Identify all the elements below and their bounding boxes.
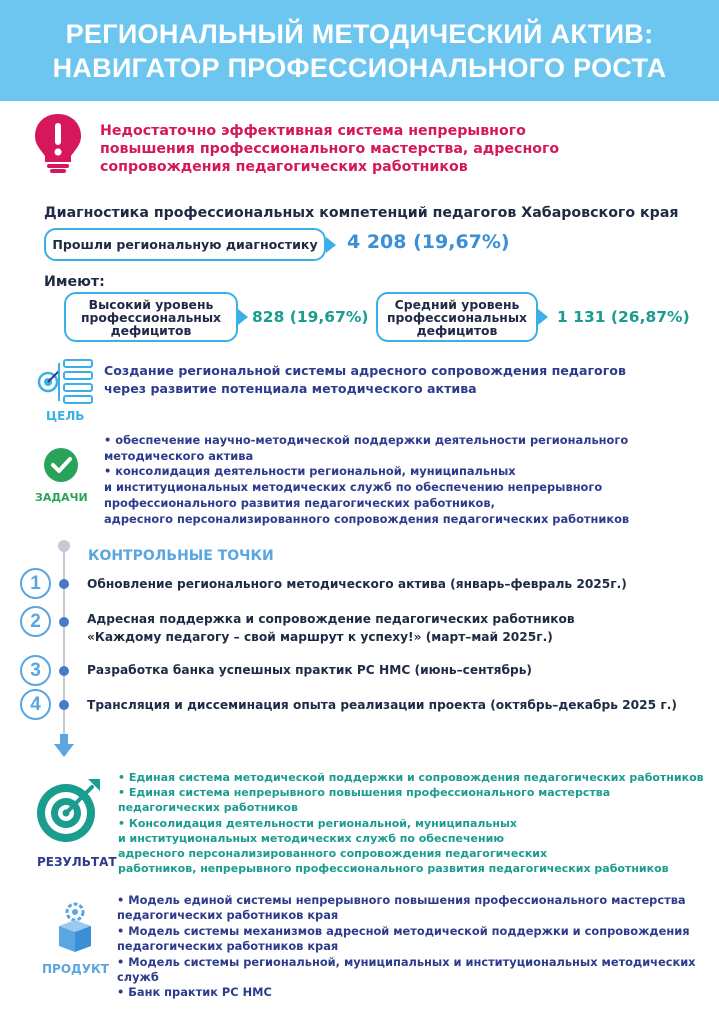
checkpoint-number: 4 [20, 689, 51, 720]
mid-deficit-label-line: профессиональных [386, 309, 528, 325]
mid-deficit-box [376, 292, 538, 342]
arrow-right-icon [326, 237, 336, 253]
result-line: • Единая система методической поддержки и сопровождения педагогических работников [118, 771, 704, 784]
result-line: • Консолидация деятельности региональной, муниципальных [118, 816, 518, 830]
result-line: работников, непрерывного профессионального развития педагогических работников [118, 862, 669, 876]
page-title-line-1: РЕГИОНАЛЬНЫЙ МЕТОДИЧЕСКИЙ АКТИВ: [65, 18, 654, 49]
result-line: педагогических работников [118, 801, 298, 815]
checkpoint-line: Адресная поддержка и сопровождение педагогических работников [87, 612, 575, 626]
product-line: педагогических работников края [117, 939, 339, 954]
product-line: служб [117, 970, 159, 985]
product-label: ПРОДУКТ [42, 962, 109, 976]
checkpoint-dot [59, 617, 69, 627]
checkpoint-dot [59, 666, 69, 676]
header-banner [0, 0, 719, 101]
arrow-right-icon [238, 309, 248, 325]
high-deficit-value: 828 (19,67%) [252, 308, 369, 326]
task-line: • обеспечение научно-методической поддержки деятельности регионального [104, 433, 629, 447]
goal-text [104, 362, 664, 398]
problem-line: Недостаточно эффективная система непрерывного [100, 123, 526, 139]
exclamation-bulb-icon [33, 112, 83, 174]
problem-line: повышения профессионального мастерства, адресного [100, 141, 560, 157]
problem-statement [100, 122, 580, 176]
product-line: • Банк практик РС НМС [117, 985, 272, 1000]
goal-label: ЦЕЛЬ [46, 409, 85, 423]
product-line: • Модель единой системы непрерывного повышения профессионального мастерства [117, 893, 686, 907]
passed-diagnostics-box [44, 228, 326, 261]
result-line: адресного персонализированного сопровождения педагогических [118, 847, 548, 861]
mid-deficit-label-line: дефицитов [416, 322, 498, 338]
checkpoint-line: «Каждому педагогу – свой маршрут к успеху!» (март–май 2025г.) [87, 630, 553, 644]
arrow-down-icon [54, 734, 74, 758]
high-deficit-label-line: дефицитов [110, 322, 192, 338]
checkpoint-number: 3 [20, 655, 51, 686]
target-arrow-icon [34, 775, 104, 845]
arrow-right-icon [538, 309, 548, 325]
checkpoint-number: 1 [20, 568, 51, 599]
checkpoint-number: 2 [20, 606, 51, 637]
check-circle-icon [43, 447, 79, 483]
timeline-start-dot [58, 540, 70, 552]
diagnostics-title: Диагностика профессиональных компетенций педагогов Хабаровского края [44, 205, 679, 221]
checkpoints-title: КОНТРОЛЬНЫЕ ТОЧКИ [88, 548, 274, 564]
problem-line: сопровождения педагогических работников [100, 159, 468, 175]
product-line: педагогических работников края [117, 908, 339, 923]
mid-deficit-label-line: Средний уровень [394, 296, 520, 312]
checkpoint-text [87, 696, 677, 714]
task-line: и институциональных методических служб по обеспечению непрерывного [104, 480, 603, 495]
goal-line: через развитие потенциала методического актива [104, 381, 477, 396]
gear-box-icon [55, 900, 95, 954]
high-deficit-label-line: Высокий уровень [88, 296, 214, 312]
product-line: • Модель системы механизмов адресной методической поддержки и сопровождения [117, 923, 690, 938]
result-label: РЕЗУЛЬТАТ [37, 855, 117, 869]
task-line: • консолидация деятельности региональной, муниципальных [104, 464, 516, 479]
tasks-list [104, 433, 704, 527]
task-line: методического актива [104, 448, 254, 463]
product-line: • Модель системы региональной, муниципальных и институциональных методических [117, 954, 696, 969]
product-list [117, 893, 707, 1001]
checkpoint-dot [59, 579, 69, 589]
checkpoint-line: Обновление регионального методического актива (январь–февраль 2025г.) [87, 577, 627, 591]
checkpoint-text [87, 610, 575, 646]
passed-diagnostics-label: Прошли региональную диагностику [52, 237, 318, 252]
target-list-icon [37, 357, 97, 407]
checkpoint-text [87, 575, 627, 593]
page-title-line-2: НАВИГАТОР ПРОФЕССИОНАЛЬНОГО РОСТА [52, 52, 667, 83]
result-line: • Единая система непрерывного повышения профессионального мастерства [118, 786, 611, 800]
checkpoint-text [87, 661, 532, 679]
checkpoint-line: Трансляция и диссеминация опыта реализации проекта (октябрь–декабрь 2025 г.) [87, 698, 677, 712]
have-label: Имеют: [44, 274, 105, 290]
goal-line: Создание региональной системы адресного сопровождения педагогов [104, 363, 626, 378]
passed-diagnostics-value: 4 208 (19,67%) [347, 231, 510, 253]
checkpoint-dot [59, 700, 69, 710]
checkpoint-line: Разработка банка успешных практик РС НМС (июнь–сентябрь) [87, 663, 532, 677]
high-deficit-label-line: профессиональных [80, 309, 222, 325]
task-line: профессионального развития педагогических работников, [104, 495, 495, 510]
tasks-label: ЗАДАЧИ [35, 491, 88, 504]
task-line: адресного персонализированного сопровождения педагогических работников [104, 511, 630, 526]
high-deficit-box [64, 292, 238, 342]
result-line: и институциональных методических служб по обеспечению [118, 831, 505, 845]
result-list [118, 770, 713, 876]
mid-deficit-value: 1 131 (26,87%) [557, 308, 690, 326]
